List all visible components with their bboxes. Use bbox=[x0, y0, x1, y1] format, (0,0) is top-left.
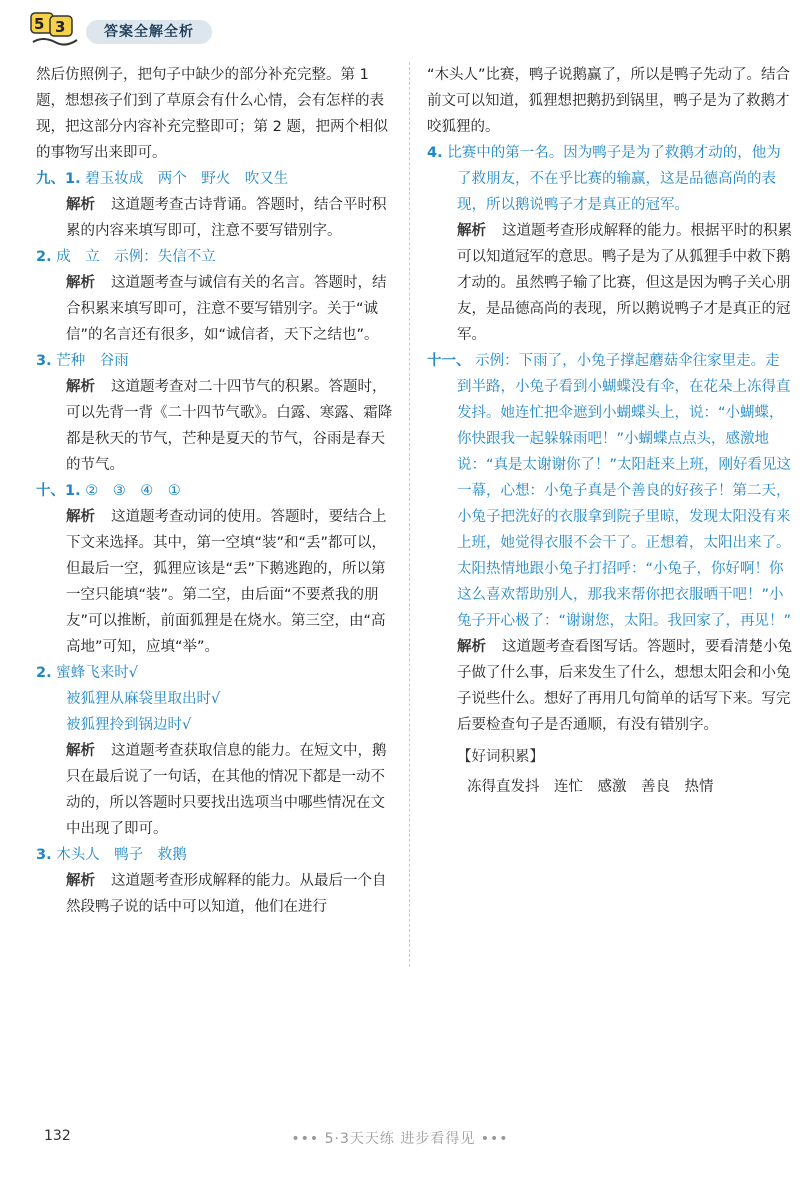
analysis-text: 这道题考查古诗背诵。答题时，结合平时积累的内容来填写即可，注意不要写错别字。 bbox=[66, 197, 387, 239]
analysis-block bbox=[427, 218, 793, 348]
analysis-block bbox=[36, 868, 398, 920]
answer-item bbox=[427, 140, 793, 218]
paragraph: “木头人”比赛，鸭子说鹅赢了，所以是鸭子先动了。结合前文可以知道，狐狸想把鹅扔到锅里，鸭子是为了救鹅才咬狐狸的。 bbox=[427, 67, 791, 135]
svg-text:3: 3 bbox=[55, 18, 66, 36]
analysis-text: 这道题考查形成解释的能力。从最后一个自然段鸭子说的话中可以知道，他们在进行 bbox=[66, 873, 387, 915]
answer-item bbox=[36, 166, 398, 192]
analysis-block bbox=[36, 374, 398, 478]
analysis-label: 解析 bbox=[66, 197, 95, 213]
word-bank-title: 【好词积累】 bbox=[457, 749, 544, 765]
analysis-label: 解析 bbox=[457, 639, 486, 655]
answer-text: 成 立 示例：失信不立 bbox=[56, 249, 216, 265]
answer-item bbox=[36, 478, 398, 504]
column-divider bbox=[409, 62, 410, 967]
analysis-text: 这道题考查看图写话。答题时，要看清楚小兔子做了什么事，后来发生了什么，想想太阳会和小兔子说些什么。想好了再用几句简单的话写下来。写完后要检查句子是否通顺，有没有错别字。 bbox=[457, 639, 792, 733]
analysis-text: 这道题考查动词的使用。答题时，要结合上下文来选择。其中，第一空填“装”和“丢”都可以，但最后一空，狐狸应该是“丢”下鹅逃跑的，所以第一空只能填“装”。第二空，由后面“不要煮我的朋友”可以推断，前面狐狸是在烧水。第三空，由“高高地”可知，应填“举”。 bbox=[66, 509, 387, 655]
answer-item bbox=[427, 348, 793, 634]
question-number: 十一、 bbox=[427, 353, 471, 369]
word-bank-list: 冻得直发抖 连忙 感激 善良 热情 bbox=[467, 779, 714, 795]
right-column bbox=[427, 62, 793, 800]
answer-text: 示例：下雨了，小兔子撑起蘑菇伞往家里走。走到半路，小兔子看到小蝴蝶没有伞，在花朵上冻得直发抖。她连忙把伞遮到小蝴蝶头上，说：“小蝴蝶，你快跟我一起躲躲雨吧！”小蝴蝶点点头，感激地说：“真是太谢谢你了！”太阳赶来上班，刚好看见这一幕，心想：小兔子真是个善良的好孩子！第二天，小兔子把洗好的衣服拿到院子里晾，发现太阳没有来上班，她觉得衣服不会干了。正想着，太阳出来了。太阳热情地跟小兔子打招呼：“小兔子，你好啊！你这么喜欢帮助别人，那我来帮你把衣服晒干吧！”小兔子开心极了：“谢谢您，太阳。我回家了，再见！” bbox=[457, 353, 792, 629]
analysis-block bbox=[36, 192, 398, 244]
question-number: 2. bbox=[36, 249, 52, 265]
answer-option: 被狐狸从麻袋里取出时√ bbox=[66, 691, 221, 707]
analysis-text: 这道题考查形成解释的能力。根据平时的积累可以知道冠军的意思。鸭子是为了从狐狸手中救下鹅才动的。虽然鸭子输了比赛，但这是因为鸭子关心朋友，是品德高尚的表现，所以鹅说鸭子才是真正的冠军。 bbox=[457, 223, 792, 343]
answer-text: 芒种 谷雨 bbox=[56, 353, 129, 369]
svg-text:5: 5 bbox=[34, 15, 45, 33]
answer-item bbox=[36, 348, 398, 374]
analysis-block bbox=[36, 270, 398, 348]
brand-logo bbox=[30, 12, 82, 50]
question-number: 4. bbox=[427, 145, 443, 161]
answer-text: 比赛中的第一名。因为鸭子是为了救鹅才动的，他为了救朋友，不在乎比赛的输赢，这是品德高尚的表现，所以鹅说鸭子才是真正的冠军。 bbox=[447, 145, 781, 213]
analysis-label: 解析 bbox=[457, 223, 486, 239]
question-number: 九、1. bbox=[36, 171, 81, 187]
answer-text: 碧玉妆成 两个 野火 吹又生 bbox=[85, 171, 289, 187]
analysis-label: 解析 bbox=[66, 509, 95, 525]
question-number: 十、1. bbox=[36, 483, 81, 499]
left-column bbox=[36, 62, 398, 920]
page-number: 132 bbox=[44, 1128, 71, 1144]
question-number: 3. bbox=[36, 353, 52, 369]
analysis-text: 这道题考查与诚信有关的名言。答题时，结合积累来填写即可，注意不要写错别字。关于“诚信”的名言还有很多，如“诚信者，天下之结也”。 bbox=[66, 275, 387, 343]
footer-slogan: ••• 5·3天天练 进步看得见 ••• bbox=[291, 1131, 509, 1147]
analysis-text: 这道题考查对二十四节气的积累。答题时，可以先背一背《二十四节气歌》。白露、寒露、霜降都是秋天的节气，芒种是夏天的节气，谷雨是春天的节气。 bbox=[66, 379, 393, 473]
analysis-label: 解析 bbox=[66, 379, 95, 395]
question-number: 3. bbox=[36, 847, 52, 863]
answer-text: 蜜蜂飞来时√ bbox=[56, 665, 138, 681]
analysis-block bbox=[36, 504, 398, 660]
answer-text: 木头人 鸭子 救鹅 bbox=[56, 847, 187, 863]
analysis-block bbox=[36, 738, 398, 842]
analysis-label: 解析 bbox=[66, 873, 95, 889]
answer-item bbox=[36, 660, 398, 686]
paragraph: 然后仿照例子，把句子中缺少的部分补充完整。第 1 题，想想孩子们到了草原会有什么心情，会有怎样的表现，把这部分内容补充完整即可；第 2 题，把两个相似的事物写出来即可。 bbox=[36, 67, 388, 161]
answer-item bbox=[36, 842, 398, 868]
analysis-block bbox=[427, 634, 793, 738]
analysis-text: 这道题考查获取信息的能力。在短文中，鹅只在最后说了一句话，在其他的情况下都是一动不动的，所以答题时只要找出选项当中哪些情况在文中出现了即可。 bbox=[66, 743, 387, 837]
answer-text: ② ③ ④ ① bbox=[85, 483, 181, 499]
answer-item bbox=[36, 244, 398, 270]
answer-tag: 答案全解全析 bbox=[86, 20, 212, 44]
analysis-label: 解析 bbox=[66, 743, 95, 759]
answer-option: 被狐狸拎到锅边时√ bbox=[66, 717, 192, 733]
question-number: 2. bbox=[36, 665, 52, 681]
analysis-label: 解析 bbox=[66, 275, 95, 291]
